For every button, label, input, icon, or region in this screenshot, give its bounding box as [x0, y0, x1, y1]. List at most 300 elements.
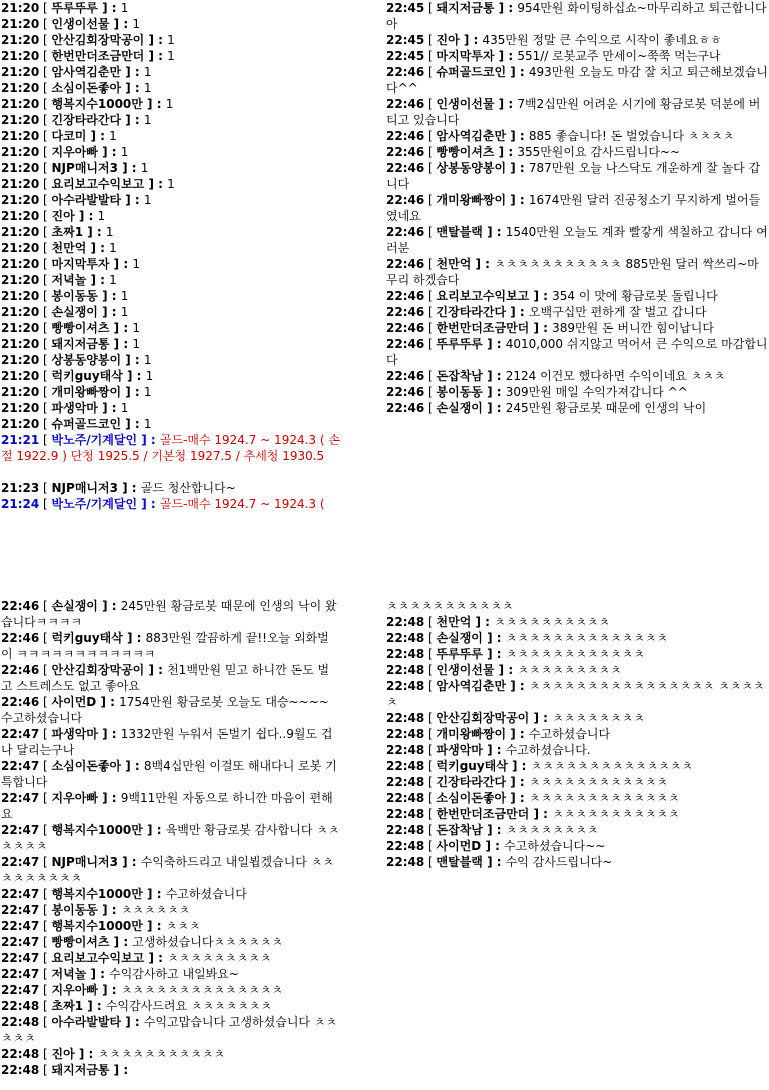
message-time: 21:20 [1, 113, 40, 127]
message-text: 4010,000 쉬지않고 먹어서 큰 수익으로 마감합니다 [386, 337, 768, 367]
message-text: 8백4십만원 이걸또 해내다니 로봇 기특합니다 [1, 759, 337, 789]
message-text: ㅊㅊㅊㅊㅊㅊㅊㅊㅊㅊㅊㅊㅊㅊ [120, 983, 284, 997]
chat-message: 21:20 [ 행복지수1000만 ] : 1 [1, 97, 174, 111]
chat-message: 22:45 [ 돼지저금통 ] : 954만원 화이팅하십쇼~마무리하고 퇴근합니다아 [386, 1, 767, 31]
message-author: 소심이돈좋아 [436, 791, 507, 805]
chat-message: 22:47 [ 지우아빠 ] : 9백11만원 자동으로 하니깐 마음이 편해요 [1, 791, 333, 821]
message-text: 1 [109, 241, 117, 255]
message-time: 22:48 [386, 823, 425, 837]
chat-message: 22:48 [ 돈잡착남 ] : ㅊㅊㅊㅊㅊㅊㅊㅊ [386, 823, 599, 837]
message-time: 22:47 [1, 983, 40, 997]
message-time: 22:46 [386, 401, 425, 415]
chat-message: 21:20 [ 지우아빠 ] : 1 [1, 145, 129, 159]
message-time: 22:48 [1, 1063, 40, 1077]
message-time: 22:48 [386, 807, 425, 821]
chat-message: 22:46 [ 손실쟁이 ] : 245만원 황금로봇 때문에 인생의 낙이 왔습니다ㅋㅋㅋㅋ [1, 599, 337, 629]
message-author: 한번만더조금만더 [436, 807, 530, 821]
message-time: 21:20 [1, 385, 40, 399]
chat-message: 22:48 [ 한번만더조금만더 ] : ㅊㅊㅊㅊㅊㅊㅊㅊㅊㅊㅊ [386, 807, 680, 821]
chat-message: 22:48 [ 돼지저금통 ] : [1, 1063, 129, 1077]
message-author: 한번만더조금만더 [436, 321, 530, 335]
message-text: 수고하셨습니다 [165, 887, 247, 901]
chat-message: 22:47 [ 행복지수1000만 ] : ㅊㅊㅊ [1, 919, 201, 933]
chat-message: 22:48 [ 초짜1 ] : 수익감사드려요 ㅊㅊㅊㅊㅊㅊㅊ [1, 999, 272, 1013]
message-text: ㅊㅊㅊㅊㅊㅊㅊㅊ [552, 711, 645, 725]
chat-message: 21:20 [ 개미왕빠짱이 ] : 1 [1, 385, 152, 399]
message-time: 21:20 [1, 289, 40, 303]
message-author: 긴장타라간다 [436, 775, 507, 789]
chat-message: 22:46 [ 손실쟁이 ] : 245만원 황금로봇 때문에 인생의 낙이 [386, 401, 707, 415]
message-author: 다코미 [51, 129, 87, 143]
message-text: 1540만원 오늘도 계좌 빨갛게 색칠하고 갑니다 여러분 [386, 225, 768, 255]
message-text: 수익축하드리고 내일뵙겠습니다 ㅊㅊㅊㅊㅊㅊㅊㅊㅊ [1, 855, 334, 885]
message-text: 245만원 황금로봇 때문에 인생의 낙이 왔습니다ㅋㅋㅋㅋ [1, 599, 337, 629]
message-text: 1 [105, 225, 114, 239]
chat-message: 21:20 [ 뚜루뚜루 ] : 1 [1, 1, 129, 15]
message-text: 1 [132, 337, 140, 351]
message-time: 21:20 [1, 321, 40, 335]
message-time: 22:48 [386, 775, 425, 789]
message-text: 551// 로봇교주 만세이~쭉쭉 먹는구나 [517, 49, 721, 63]
message-author: 행복지수1000만 [51, 97, 143, 111]
message-text: 493만원 오늘도 마감 잘 치고 퇴근해보겠습니다^^ [386, 65, 768, 95]
message-time: 22:48 [386, 711, 425, 725]
message-time: 22:45 [386, 33, 425, 47]
chat-message: 22:46 [ 슈퍼골드코인 ] : 493만원 오늘도 마감 잘 치고 퇴근해보겠습니다^^ [386, 65, 768, 95]
message-text: 1 [132, 321, 140, 335]
message-text: 1 [167, 177, 175, 191]
chat-message: 21:20 [ 슈퍼골드코인 ] : 1 [1, 417, 152, 431]
chat-message: 22:46 [ 요리보고수익보고 ] : 354 이 맛에 황금로봇 돌립니다 [386, 289, 718, 303]
message-text: 1 [132, 17, 140, 31]
message-author: 마지막투자 [51, 257, 110, 271]
chat-message: 22:48 [ 긴장타라간다 ] : ㅊㅊㅊㅊㅊㅊㅊㅊㅊㅊㅊㅊ [386, 775, 669, 789]
message-time: 22:47 [1, 951, 40, 965]
message-text: 1 [167, 33, 175, 47]
message-text: ㅊㅊㅊㅊㅊㅊㅊㅊㅊㅊㅊㅊㅊㅊ [505, 631, 669, 645]
chat-log-panel-2 [385, 0, 769, 527]
message-time: 22:48 [386, 615, 425, 629]
chat-message: 21:20 [ 아수라발발타 ] : 1 [1, 193, 152, 207]
message-text: 1 [143, 81, 152, 95]
message-text: 1 [143, 353, 152, 367]
message-author: 천만억 [51, 241, 87, 255]
message-author: 사이먼D [436, 839, 482, 853]
message-text: 1 [120, 401, 129, 415]
chat-message: 22:48 [ 아수라발발타 ] : 수익고맙습니다 고생하셨습니다 ㅊㅊㅊㅊㅊ [1, 1015, 338, 1045]
message-text: ㅊㅊㅊㅊㅊㅊㅊㅊㅊ [517, 663, 622, 677]
message-time: 22:47 [1, 967, 40, 981]
message-time: 22:46 [386, 257, 425, 271]
message-text: 1 [143, 65, 152, 79]
message-author: 지우아빠 [51, 983, 98, 997]
message-text: 1 [109, 273, 117, 287]
message-time: 21:20 [1, 177, 40, 191]
message-text: 245만원 황금로봇 때문에 인생의 낙이 [505, 401, 707, 415]
message-time: 22:48 [386, 743, 425, 757]
chat-message: 22:47 [ 요리보고수익보고 ] : ㅊㅊㅊㅊㅊㅊㅊㅊㅊ [1, 951, 272, 965]
message-time: 21:20 [1, 65, 40, 79]
message-time: 21:21 [1, 433, 40, 447]
message-text: 고생하셨습니다ㅊㅊㅊㅊㅊㅊ [132, 935, 284, 949]
message-author: 돈잡착남 [436, 369, 483, 383]
chat-message: 22:47 [ 소심이돈좋아 ] : 8백4십만원 이걸또 해내다니 로봇 기특합니다 [1, 759, 337, 789]
message-text: 1 [120, 305, 129, 319]
message-author: 손실쟁이 [51, 305, 98, 319]
message-author: 요리보고수익보고 [51, 177, 145, 191]
message-text: 7백2십만원 어려운 시기에 황금로봇 덕분에 버티고 있습니다 [386, 97, 761, 127]
message-text: 9백11만원 자동으로 하니깐 마음이 편해요 [1, 791, 333, 821]
message-author: 지우아빠 [51, 145, 98, 159]
message-time: 22:46 [386, 337, 425, 351]
message-author: 아수라발발타 [51, 193, 122, 207]
chat-message: 22:48 [ 안산김회장막공이 ] : ㅊㅊㅊㅊㅊㅊㅊㅊ [386, 711, 645, 725]
message-time: 22:48 [386, 727, 425, 741]
message-author: 행복지수1000만 [51, 823, 143, 837]
chat-message-admin: 21:24 [ 박노주/기계달인 ] : 골드-매수 1924.7 ~ 1924.3 ( [1, 497, 325, 511]
message-text: 천1백만원 믿고 하니깐 돈도 벌고 스트레스도 없고 좋아요 [1, 663, 330, 693]
message-author: NJP매니저3 [51, 161, 118, 175]
message-text: ㅊㅊㅊㅊㅊㅊㅊㅊ [505, 823, 599, 837]
chat-message: 22:47 [ 파생악마 ] : 1332만원 누워서 돈벌기 쉽다..9월도 겁나 달리는구나 [1, 727, 333, 757]
chat-message: 21:20 [ 암사역김춘만 ] : 1 [1, 65, 152, 79]
message-time: 21:20 [1, 417, 40, 431]
chat-message: 22:46 [ 한번만더조금만더 ] : 389만원 돈 버니깐 힘이납니다 [386, 321, 714, 335]
message-text: 1 [143, 417, 152, 431]
chat-message: 22:47 [ 봉이동동 ] : ㅊㅊㅊㅊㅊㅊ [1, 903, 191, 917]
message-author: 암사역김춘만 [436, 129, 507, 143]
chat-message [385, 598, 769, 614]
chat-message: 22:48 [ 뚜루뚜루 ] : ㅊㅊㅊㅊㅊㅊㅊㅊㅊㅊㅊㅊ [386, 647, 645, 661]
message-text: 오백구십만 편하게 잘 벌고 갑니다 [528, 305, 707, 319]
message-time: 22:46 [1, 631, 40, 645]
message-text: ㅊㅊㅊㅊㅊㅊㅊㅊㅊㅊㅊㅊㅊㅊㅊㅊ ㅊㅊㅊㅊㅊ [386, 679, 765, 709]
message-author: 손실쟁이 [51, 599, 98, 613]
message-time: 22:47 [1, 919, 40, 933]
message-text: ㅊㅊㅊㅊㅊㅊㅊㅊㅊㅊ [494, 615, 611, 629]
message-text: 954만원 화이팅하십쇼~마무리하고 퇴근합니다아 [386, 1, 767, 31]
message-time: 22:46 [1, 599, 40, 613]
message-time: 22:47 [1, 935, 40, 949]
message-time: 21:20 [1, 209, 40, 223]
message-author: 맨탈블랙 [436, 855, 483, 869]
chat-message: 22:48 [ 사이먼D ] : 수고하셨습니다~~ [386, 839, 606, 853]
message-text: 885 좋습니다! 돈 벌었습니다 ㅊㅊㅊㅊ [528, 129, 735, 143]
message-author: 돈잡착남 [436, 823, 483, 837]
message-author: NJP매니저3 [51, 481, 118, 495]
chat-log-panel-4 [385, 598, 769, 878]
message-text: 1 [143, 385, 152, 399]
message-text: ㅊㅊㅊㅊㅊㅊㅊㅊㅊㅊㅊ [386, 599, 514, 613]
chat-message: 21:20 [ 안산김회장막공이 ] : 1 [1, 33, 175, 47]
message-text: 883만원 깔끔하게 끝!!오늘 외화벌이 ㅋㅋㅋㅋㅋㅋㅋㅋㅋㅋㅋㅋ [1, 631, 329, 661]
message-author: 아수라발발타 [51, 1015, 122, 1029]
message-author: 봉이동동 [436, 385, 483, 399]
message-text: 수고하셨습니다~~ [504, 839, 606, 853]
chat-log-panel-1 [0, 0, 340, 527]
message-time: 21:20 [1, 257, 40, 271]
message-author: 뚜루뚜루 [436, 337, 483, 351]
chat-message: 22:46 [ 봉이동동 ] : 309만원 매일 수익가져갑니다 ^^ [386, 385, 688, 399]
message-author: 진아 [51, 209, 75, 223]
chat-message: 22:46 [ 인생이선물 ] : 7백2십만원 어려운 시기에 황금로봇 덕분에 버티고 있습니다 [386, 97, 761, 127]
message-time: 22:46 [386, 145, 425, 159]
message-text: ㅊㅊㅊㅊㅊㅊㅊㅊㅊㅊㅊㅊ [505, 647, 645, 661]
message-time: 22:46 [386, 193, 425, 207]
message-author: 요리보고수익보고 [436, 289, 530, 303]
message-text: 1332만원 누워서 돈벌기 쉽다..9월도 겁나 달리는구나 [1, 727, 333, 757]
message-author: 빵빵이셔츠 [436, 145, 495, 159]
message-author: 상봉동양봉이 [51, 353, 122, 367]
chat-message: 22:46 [ 천만억 ] : ㅊㅊㅊㅊㅊㅊㅊㅊㅊㅊㅊ 885만원 달러 싹쓰리~마무리 하겠습다 [386, 257, 759, 287]
message-author: 천만억 [436, 615, 472, 629]
chat-message: 22:48 [ 천만억 ] : ㅊㅊㅊㅊㅊㅊㅊㅊㅊㅊ [386, 615, 611, 629]
chat-message: 21:20 [ 손실쟁이 ] : 1 [1, 305, 129, 319]
message-author: 천만억 [436, 257, 472, 271]
message-author: 진아 [51, 1047, 75, 1061]
message-time: 22:46 [386, 385, 425, 399]
message-text: 1 [140, 161, 149, 175]
message-text: 골드-매수 1924.7 ~ 1924.3 ( 손절 1922.9 ) 단청 1925.5 / 기본청 1927.5 / 추세청 1930.5 [1, 433, 340, 463]
message-author: 사이먼D [51, 695, 97, 709]
message-text: 389만원 돈 버니깐 힘이납니다 [552, 321, 714, 335]
message-time: 22:48 [386, 647, 425, 661]
message-author: 암사역김춘만 [51, 65, 122, 79]
chat-message: 21:20 [ NJP매니저3 ] : 1 [1, 161, 149, 175]
chat-message: 22:48 [ 맨탈블랙 ] : 수익 감사드립니다~ [386, 855, 613, 869]
chat-message: 21:20 [ 소심이돈좋아 ] : 1 [1, 81, 152, 95]
message-text: ㅊㅊㅊㅊㅊㅊㅊㅊㅊㅊㅊㅊㅊ [528, 791, 680, 805]
chat-message: 21:20 [ 돼지저금통 ] : 1 [1, 337, 140, 351]
message-author: 뚜루뚜루 [436, 647, 483, 661]
message-text: 골드 청산합니다~ [140, 481, 236, 495]
message-author: 럭키guy태삭 [51, 631, 123, 645]
message-author: 인생이선물 [436, 97, 495, 111]
message-text: 수고하셨습니다 [528, 727, 611, 741]
chat-message: 22:48 [ 럭키guy태삭 ] : ㅊㅊㅊㅊㅊㅊㅊㅊㅊㅊㅊㅊㅊㅊ [386, 759, 693, 773]
message-time: 22:46 [386, 305, 425, 319]
message-author: 요리보고수익보고 [51, 951, 145, 965]
message-text: 787만원 오늘 나스닥도 개운하게 잘 놀다 갑니다 [386, 161, 761, 191]
message-author: 슈퍼골드코인 [436, 65, 507, 79]
message-text: ㅊㅊㅊㅊㅊㅊㅊㅊㅊㅊㅊ [97, 1047, 226, 1061]
message-author: 맨탈블랙 [436, 225, 483, 239]
message-time: 22:47 [1, 727, 40, 741]
message-author: 저녁놀 [51, 967, 87, 981]
chat-message: 21:23 [ NJP매니저3 ] : 골드 청산합니다~ [1, 481, 236, 495]
chat-message: 22:47 [ 빵빵이셔츠 ] : 고생하셨습니다ㅊㅊㅊㅊㅊㅊ [1, 935, 284, 949]
message-text: 1 [167, 49, 175, 63]
message-time: 21:20 [1, 97, 40, 111]
message-author: 인생이선물 [436, 663, 495, 677]
message-text: ㅊㅊㅊㅊㅊㅊㅊㅊㅊ [167, 951, 272, 965]
chat-message: 22:47 [ NJP매니저3 ] : 수익축하드리고 내일뵙겠습니다 ㅊㅊㅊㅊㅊㅊㅊㅊㅊ [1, 855, 334, 885]
message-text: 309만원 매일 수익가져갑니다 ^^ [505, 385, 688, 399]
message-author: 긴장타라간다 [436, 305, 507, 319]
message-time: 22:45 [386, 1, 425, 15]
message-time: 22:48 [386, 759, 425, 773]
message-time: 21:20 [1, 17, 40, 31]
chat-message: 22:48 [ 소심이돈좋아 ] : ㅊㅊㅊㅊㅊㅊㅊㅊㅊㅊㅊㅊㅊ [386, 791, 680, 805]
message-time: 22:48 [386, 791, 425, 805]
chat-message: 22:48 [ 암사역김춘만 ] : ㅊㅊㅊㅊㅊㅊㅊㅊㅊㅊㅊㅊㅊㅊㅊㅊ ㅊㅊㅊㅊㅊ [386, 679, 765, 709]
message-text: 435만원 정말 큰 수익으로 시작이 좋네요ㅎㅎ [482, 33, 722, 47]
message-author: NJP매니저3 [51, 855, 118, 869]
message-author: 돼지저금통 [51, 337, 110, 351]
chat-message: 21:20 [ 긴장타라간다 ] : 1 [1, 113, 152, 127]
chat-message: 21:20 [ 빵빵이셔츠 ] : 1 [1, 321, 140, 335]
message-author: 슈퍼골드코인 [51, 417, 122, 431]
chat-message: 22:46 [ 암사역김춘만 ] : 885 좋습니다! 돈 벌었습니다 ㅊㅊㅊㅊ [386, 129, 735, 143]
message-author: 손실쟁이 [436, 631, 483, 645]
message-text: ㅊㅊㅊㅊㅊㅊㅊㅊㅊㅊㅊㅊ [528, 775, 669, 789]
message-time: 21:20 [1, 273, 40, 287]
message-time: 21:20 [1, 225, 40, 239]
message-text: 355만원이요 감사드립니다~~ [517, 145, 681, 159]
message-text: 1 [165, 97, 174, 111]
message-author: 안산김회장막공이 [51, 33, 145, 47]
message-author: 파생악마 [51, 727, 98, 741]
message-text: 1 [143, 113, 152, 127]
chat-message: 21:20 [ 상봉동양봉이 ] : 1 [1, 353, 152, 367]
chat-message: 21:20 [ 봉이동동 ] : 1 [1, 289, 129, 303]
chat-message: 22:47 [ 행복지수1000만 ] : 수고하셨습니다 [1, 887, 247, 901]
message-author: 파생악마 [51, 401, 98, 415]
message-time: 22:46 [1, 695, 40, 709]
message-time: 21:20 [1, 33, 40, 47]
chat-message: 22:46 [ 긴장타라간다 ] : 오백구십만 편하게 잘 벌고 갑니다 [386, 305, 707, 319]
chat-message: 22:45 [ 진아 ] : 435만원 정말 큰 수익으로 시작이 좋네요ㅎㅎ [386, 33, 722, 47]
message-time: 22:46 [386, 65, 425, 79]
message-time: 21:20 [1, 369, 40, 383]
chat-message: 22:46 [ 맨탈블랙 ] : 1540만원 오늘도 계좌 빨갛게 색칠하고 갑니다 여러분 [386, 225, 768, 255]
chat-message: 21:20 [ 저녁놀 ] : 1 [1, 273, 117, 287]
chat-message: 22:48 [ 파생악마 ] : 수고하셨습니다. [386, 743, 591, 757]
message-author: 돼지저금통 [51, 1063, 110, 1077]
message-time: 22:46 [386, 129, 425, 143]
message-text: 1 [120, 289, 129, 303]
message-time: 21:20 [1, 401, 40, 415]
message-time: 22:48 [386, 855, 425, 869]
message-text: ㅊㅊㅊㅊㅊㅊㅊㅊㅊㅊㅊㅊㅊㅊ [530, 759, 693, 773]
message-time: 22:46 [386, 97, 425, 111]
message-author: 빵빵이셔츠 [51, 935, 110, 949]
chat-message: 22:46 [ 개미왕빠짱이 ] : 1674만원 달러 진공청소기 무지하게 벌어들였네요 [386, 193, 761, 223]
message-author: 봉이동동 [51, 903, 98, 917]
message-author: 안산김회장막공이 [436, 711, 530, 725]
chat-message: 21:20 [ 초짜1 ] : 1 [1, 225, 114, 239]
message-author: 초짜1 [51, 225, 84, 239]
chat-message: 21:20 [ 요리보고수익보고 ] : 1 [1, 177, 175, 191]
message-author: 상봉동양봉이 [436, 161, 507, 175]
message-text: 1 [97, 209, 106, 223]
message-author: 인생이선물 [51, 17, 110, 31]
message-author: 봉이동동 [51, 289, 98, 303]
chat-message: 22:48 [ 손실쟁이 ] : ㅊㅊㅊㅊㅊㅊㅊㅊㅊㅊㅊㅊㅊㅊ [386, 631, 669, 645]
chat-message: 22:47 [ 행복지수1000만 ] : 육백만 황금로봇 감사합니다 ㅊㅊㅊㅊㅊㅊ [1, 823, 340, 853]
message-time: 21:23 [1, 481, 40, 495]
message-author: 소심이돈좋아 [51, 759, 122, 773]
message-author: 박노주/기계달인 [51, 497, 138, 511]
message-author: 빵빵이셔츠 [51, 321, 110, 335]
message-text: 1 [132, 257, 140, 271]
message-author: 암사역김춘만 [436, 679, 507, 693]
message-text: 수익감사하고 내일봐요~ [109, 967, 239, 981]
message-time: 21:20 [1, 161, 40, 175]
chat-message: 21:20 [ 파생악마 ] : 1 [1, 401, 129, 415]
chat-message-admin: 21:21 [ 박노주/기계달인 ] : 골드-매수 1924.7 ~ 1924.3 ( 손절 1922.9 ) 단청 1925.5 / 기본청 1927.5 / 추세청 1930.5 [1, 433, 340, 463]
message-time: 21:20 [1, 145, 40, 159]
message-text: 수고하셨습니다. [505, 743, 591, 757]
message-author: 한번만더조금만더 [51, 49, 145, 63]
message-time: 22:48 [386, 663, 425, 677]
message-time: 22:47 [1, 791, 40, 805]
message-text: 354 이 맛에 황금로봇 돌립니다 [552, 289, 718, 303]
chat-message: 21:20 [ 천만억 ] : 1 [1, 241, 117, 255]
message-author: 행복지수1000만 [51, 919, 143, 933]
message-text: 1 [109, 129, 117, 143]
chat-message: 21:20 [ 다코미 ] : 1 [1, 129, 117, 143]
message-time: 21:20 [1, 193, 40, 207]
message-author: 긴장타라간다 [51, 113, 122, 127]
message-text: ㅊㅊㅊㅊㅊㅊ [120, 903, 191, 917]
message-author: 초짜1 [51, 999, 84, 1013]
message-time: 22:47 [1, 855, 40, 869]
message-text: ㅊㅊㅊㅊㅊㅊㅊㅊㅊㅊㅊ [552, 807, 680, 821]
message-text: 수익 감사드립니다~ [505, 855, 613, 869]
message-text: ㅊㅊㅊ [165, 919, 201, 933]
chat-message: 22:46 [ 럭키guy태삭 ] : 883만원 깔끔하게 끝!!오늘 외화벌이 ㅋㅋㅋㅋㅋㅋㅋㅋㅋㅋㅋㅋ [1, 631, 329, 661]
message-author: 손실쟁이 [436, 401, 483, 415]
message-text: 1 [120, 1, 129, 15]
message-author: 저녁놀 [51, 273, 87, 287]
message-time: 22:45 [386, 49, 425, 63]
message-author: 지우아빠 [51, 791, 98, 805]
message-author: 진아 [436, 33, 460, 47]
message-time: 21:20 [1, 337, 40, 351]
message-author: 소심이돈좋아 [51, 81, 122, 95]
chat-message: 21:20 [ 한번만더조금만더 ] : 1 [1, 49, 175, 63]
message-time: 21:24 [1, 497, 40, 511]
message-text: 수익감사드려요 ㅊㅊㅊㅊㅊㅊㅊ [105, 999, 272, 1013]
message-time: 22:46 [386, 321, 425, 335]
chat-message: 21:20 [ 마지막투자 ] : 1 [1, 257, 140, 271]
chat-message: 22:46 [ 빵빵이셔츠 ] : 355만원이요 감사드립니다~~ [386, 145, 681, 159]
message-author: 럭키guy태삭 [51, 369, 123, 383]
message-time: 22:46 [386, 161, 425, 175]
message-text: 1674만원 달러 진공청소기 무지하게 벌어들였네요 [386, 193, 761, 223]
message-time: 22:47 [1, 903, 40, 917]
chat-message: 21:20 [ 진아 ] : 1 [1, 209, 106, 223]
message-time: 22:48 [386, 839, 425, 853]
message-time: 22:48 [386, 631, 425, 645]
message-time: 21:20 [1, 129, 40, 143]
chat-message: 22:46 [ 상봉동양봉이 ] : 787만원 오늘 나스닥도 개운하게 잘 놀다 갑니다 [386, 161, 761, 191]
chat-message: 22:47 [ 저녁놀 ] : 수익감사하고 내일봐요~ [1, 967, 239, 981]
message-time: 22:46 [386, 289, 425, 303]
message-time: 22:46 [386, 369, 425, 383]
chat-message: 22:48 [ 인생이선물 ] : ㅊㅊㅊㅊㅊㅊㅊㅊㅊ [386, 663, 622, 677]
chat-message: 22:46 [ 돈잡착남 ] : 2124 이건모 했다하면 수익이네요 ㅊㅊㅊ [386, 369, 726, 383]
message-text: ㅊㅊㅊㅊㅊㅊㅊㅊㅊㅊㅊ 885만원 달러 싹쓰리~마무리 하겠습다 [386, 257, 759, 287]
chat-message: 22:48 [ 진아 ] : ㅊㅊㅊㅊㅊㅊㅊㅊㅊㅊㅊ [1, 1047, 226, 1061]
chat-message: 22:46 [ 안산김회장막공이 ] : 천1백만원 믿고 하니깐 돈도 벌고 스트레스도 없고 좋아요 [1, 663, 330, 693]
message-text: 1 [145, 369, 154, 383]
message-time: 21:20 [1, 49, 40, 63]
message-time: 22:48 [386, 679, 425, 693]
message-text: 2124 이건모 했다하면 수익이네요 ㅊㅊㅊ [505, 369, 726, 383]
message-author: 박노주/기계달인 [51, 433, 138, 447]
